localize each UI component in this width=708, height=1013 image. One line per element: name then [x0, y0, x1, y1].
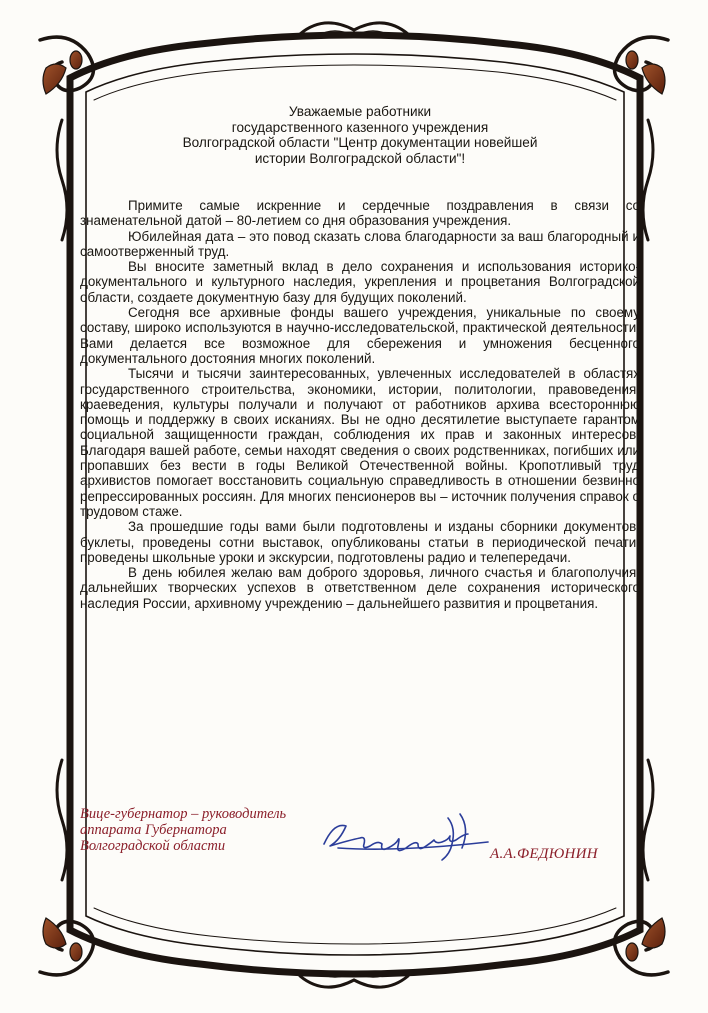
paragraph: Сегодня все архивные фонды вашего учреждения, уникальные по своему составу, широко используются в научно-исследовательской, практической деятельности. Вами делается все возможное для сбережения и умножения бесценного документального достояния многих поколений.	[80, 305, 640, 366]
letter-body	[80, 198, 640, 611]
paragraph: В день юбилея желаю вам доброго здоровья, личного счастья и благополучия, дальнейших творческих успехов в ответственном деле сохранения исторического наследия России, архивному учреждению – дальнейшего развития и процветания.	[80, 565, 640, 611]
heading-line: Уважаемые работники	[288, 104, 432, 119]
heading-line: истории Волгоградской области"!	[254, 150, 466, 166]
position-line: Вице-губернатор – руководитель	[80, 806, 287, 822]
heading-line: Волгоградской области "Центр документации новейшей	[182, 135, 538, 150]
paragraph: За прошедшие годы вами были подготовлены и изданы сборники документов, буклеты, проведены сотни выставок, опубликованы статьи в периодической печати, проведены школьные уроки и экскурсии, подготовлены радио и телепередачи.	[80, 519, 640, 565]
signature-block	[80, 806, 640, 866]
signer-position	[80, 806, 286, 854]
paragraph: Тысячи и тысячи заинтересованных, увлеченных исследователей в областях государственного строительства, экономики, истории, политологии, правоведения, краеведения, культуры получали и получают от работников архива всестороннюю помощь и поддержку в своих исканиях. Вы не одно десятилетие выступаете гарантом социальной защищенности граждан, соблюдения их прав и законных интересов. Благодаря вашей работе, семьи находят сведения о своих родственниках, погибших или пропавших без вести в годы Великой Отечественной войны. Кропотливый труд архивистов помогает восстановить социальную справедливость в отношении безвинно репрессированных россиян. Для многих пенсионеров вы – источник получения справок о трудовом стаже.	[80, 366, 640, 519]
signer-name: А.А.ФЕДЮНИН	[490, 846, 598, 862]
position-line: аппарата Губернатора	[80, 822, 227, 838]
paragraph: Юбилейная дата – это повод сказать слова благодарности за ваш благородный и самоотверженный труд.	[80, 228, 640, 259]
heading-line: государственного казенного учреждения	[231, 119, 489, 135]
paragraph: Вы вносите заметный вклад в дело сохранения и использования историко-документального и культурного наследия, укрепления и процветания Волгоградской области, создаете документную базу для будущих поколений.	[80, 259, 640, 305]
letter-content	[80, 104, 640, 611]
letter-heading	[80, 104, 640, 166]
handwritten-signature	[318, 808, 508, 866]
position-line: Волгоградской области	[80, 838, 226, 854]
paragraph: Примите самые искренние и сердечные поздравления в связи со знаменательной датой – 80-летием со дня образования учреждения.	[80, 198, 640, 229]
